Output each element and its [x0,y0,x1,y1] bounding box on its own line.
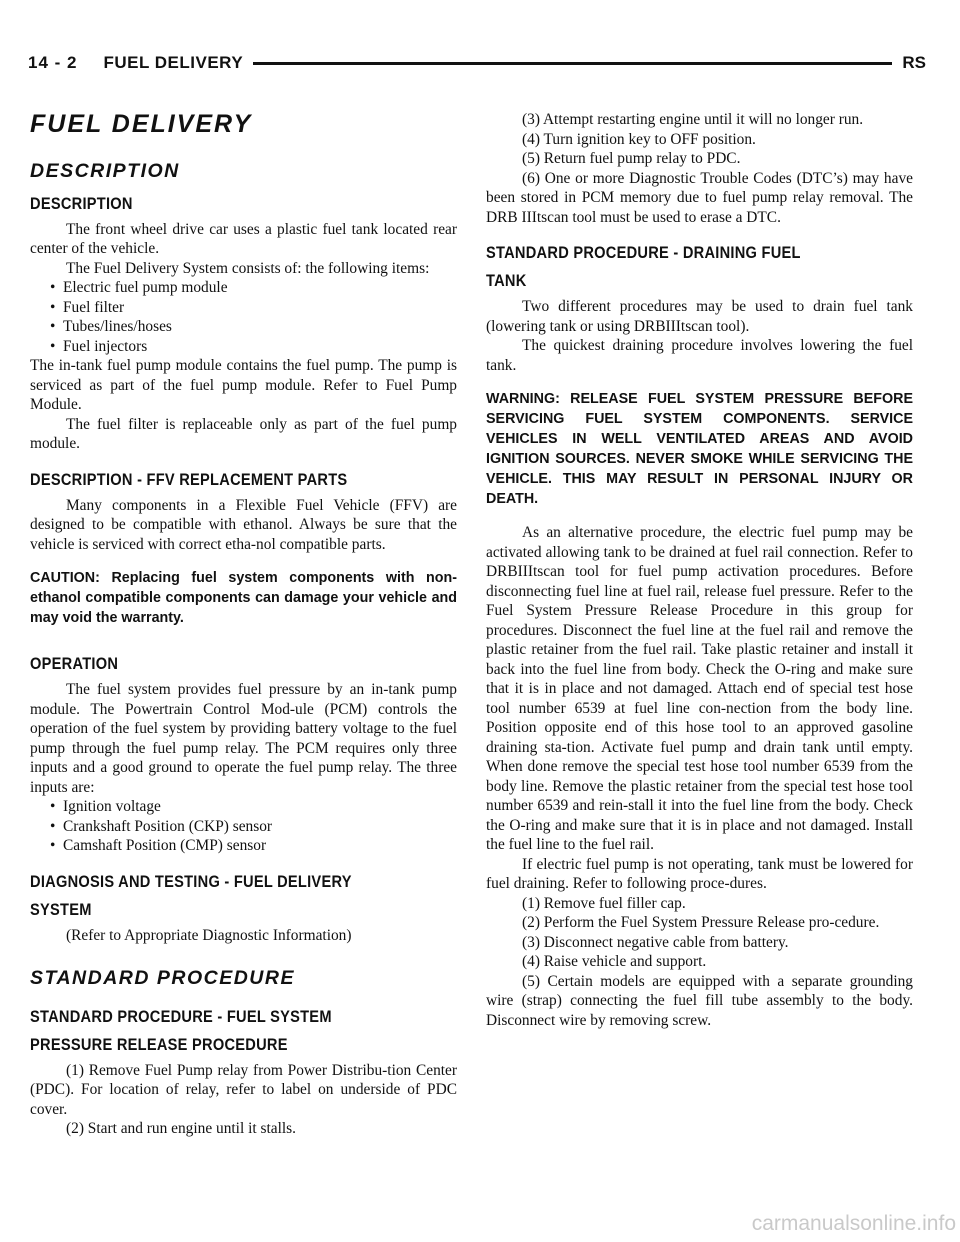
draining-heading: STANDARD PROCEDURE - DRAINING FUEL [486,243,801,262]
list-item: • Electric fuel pump module [30,278,457,298]
draining-heading-cont: TANK [486,271,527,290]
list-item: • Crankshaft Position (CKP) sensor [30,817,457,837]
procedure-step: (5) Certain models are equipped with a separate grounding wire (strap) connecting the fuel fill tube assembly to the body. Disconnect wire by removing screw. [486,972,913,1029]
procedure-step: (4) Raise vehicle and support. [522,953,707,970]
diagnosis-heading: DIAGNOSIS AND TESTING - FUEL DELIVERY [30,871,352,891]
procedure-step: (1) Remove Fuel Pump relay from Power Distribu-tion Center (PDC). For location of relay, refer to label on underside of PDC cover. [30,1061,457,1118]
ffv-heading: DESCRIPTION - FFV REPLACEMENT PARTS [30,469,348,489]
procedure-step: (1) Remove fuel filler cap. [522,894,686,912]
header-rule [253,62,892,65]
list-item: • Fuel filter [30,298,457,318]
description-paragraph: The Fuel Delivery System consists of: the following items: [66,259,430,277]
list-item: • Fuel injectors [30,337,457,357]
description-paragraph: The front wheel drive car uses a plastic fuel tank located rear center of the vehicle. [30,220,457,257]
standard-procedure-major-heading: STANDARD PROCEDURE [30,967,295,989]
diagnosis-heading-cont: SYSTEM [30,899,92,919]
list-item: • Tubes/lines/hoses [30,317,457,337]
procedure-step: (2) Start and run engine until it stalls. [66,1120,296,1137]
alternative-procedure-paragraph: If electric fuel pump is not operating, tank must be lowered for fuel draining. Refer to following proce-dures. [486,855,913,892]
procedure-step: (3) Attempt restarting engine until it will no longer run. [522,111,864,128]
list-item: • Ignition voltage [30,797,457,817]
description-paragraph: The fuel filter is replaceable only as part of the fuel pump module. [30,415,457,452]
pressure-release-heading: STANDARD PROCEDURE - FUEL SYSTEM [30,1006,332,1026]
right-column [486,110,913,1030]
watermark: carmanualsonline.info [751,1212,956,1235]
description-major-heading: DESCRIPTION [30,160,180,182]
description-heading: DESCRIPTION [30,193,133,213]
page-number: 14 - 2 [28,53,78,72]
procedure-step: (2) Perform the Fuel System Pressure Release pro-cedure. [522,914,880,931]
operation-paragraph: The fuel system provides fuel pressure by an in-tank pump module. The Powertrain Control Mod-ule (PCM) controls the operation of the fuel system by providing battery voltage to the fuel pump through the fuel pump relay. The PCM requires only three inputs and a good ground to operate the fuel pump relay. The three inputs are: [30,681,457,796]
procedure-step: (3) Disconnect negative cable from battery. [522,933,789,951]
description-paragraph: The in-tank fuel pump module contains the fuel pump. The pump is serviced as part of the fuel pump module. Refer to Fuel Pump Module. [30,357,457,413]
ffv-paragraph: Many components in a Flexible Fuel Vehicle (FFV) are designed to be compatible with ethanol. Always be sure that the vehicle is serviced with correct etha-nol compatible parts. [30,496,457,553]
pressure-release-heading-cont: PRESSURE RELEASE PROCEDURE [30,1034,288,1054]
left-column [30,162,457,1139]
alternative-procedure-paragraph: As an alternative procedure, the electric fuel pump may be activated allowing tank to be drained at fuel rail connection. Refer to DRBIIItscan tool for fuel pump activation procedures. Before disconnecting fuel line at fuel rail, release fuel pressure. Refer to the Fuel System Pressure Release Procedure in this group for procedures. Disconnect the fuel line at the fuel rail and remove the plastic retainer from the fuel rail. Take plastic retainer and install it back into the fuel line from body. Check the O-ring and make sure that it is in place and not damaged. Attach end of special test hose tool number 6539 at fuel line con-nection from the body line. Position opposite end of this hose tool to an approved gasoline draining sta-tion. Activate fuel pump and drain tank until empty. When done remove the special test hose tool number 6539 from the body line. Remove the plastic retainer from the special test hose tool number 6539 and rein-stall it into the fuel line from the body. Check the O-ring and make sure that it is in place and not damaged. Install the fuel line to the fuel rail. [486,524,913,853]
model-code: RS [902,53,926,72]
procedure-step: (4) Turn ignition key to OFF position. [522,130,756,148]
page-title: FUEL DELIVERY [30,110,253,138]
draining-paragraph: Two different procedures may be used to drain fuel tank (lowering tank or using DRBIIItscan tool). [486,298,913,335]
operation-heading: OPERATION [30,654,119,673]
caution-notice: CAUTION: Replacing fuel system components with non-ethanol compatible components can damage your vehicle and may void the warranty. [30,570,457,626]
page-header [28,48,926,78]
procedure-step: (5) Return fuel pump relay to PDC. [522,150,741,167]
draining-paragraph: The quickest draining procedure involves lowering the fuel tank. [486,337,913,374]
warning-notice: WARNING: RELEASE FUEL SYSTEM PRESSURE BEFORE SERVICING FUEL SYSTEM COMPONENTS. SERVICE VEHICLES IN WELL VENTILATED AREAS AND AVOID IGNITION SOURCES. NEVER SMOKE WHILE SERVICING THE VEHICLE. THIS MAY RESULT IN PERSONAL INJURY OR DEATH. [486,391,913,507]
diagnosis-paragraph: (Refer to Appropriate Diagnostic Information) [66,926,352,944]
procedure-step: (6) One or more Diagnostic Trouble Codes (DTC’s) may have been stored in PCM memory due to fuel pump relay removal. The DRB IIItscan tool must be used to erase a DTC. [486,169,913,226]
list-item: • Camshaft Position (CMP) sensor [30,836,457,856]
section-name: FUEL DELIVERY [103,53,244,72]
